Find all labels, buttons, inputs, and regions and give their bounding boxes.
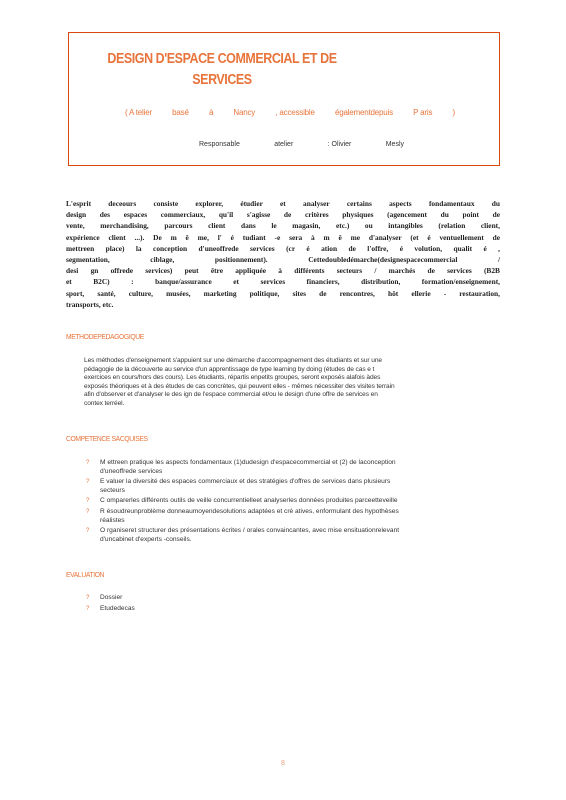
title-line-1: DESIGN D'ESPACE COMMERCIAL ET DE xyxy=(107,51,337,67)
intro-line: vente, merchandising, parcours client dans le magasin, etc.) ou intangibles (relation client, xyxy=(66,221,500,231)
subtitle-word: basé xyxy=(172,108,189,117)
methode-line: contex terréel. xyxy=(84,399,125,407)
methode-line: exposés théoriques et à des études de cas concrètes, qui peuvent elles - mêmes nécessiter des visites terrain xyxy=(84,382,395,390)
list-item-line: Etudedecas xyxy=(100,604,135,612)
intro-line: L'esprit deceours consiste explorer, étudier et analyser certains aspects fondamentaux du xyxy=(66,199,500,208)
methode-line: Les méthodes d'enseignement s'appuient sur une démarche d'accompagnement des étudiants et sur une xyxy=(84,357,382,364)
intro-line: et B2C) : banque/assurance et services financiers, distribution, formation/enseignement, xyxy=(66,277,500,287)
list-item xyxy=(84,527,504,544)
list-item-line: réalistes xyxy=(100,516,125,524)
intro-line: design des espaces commerciaux, qu'il s'agisse de critères physiques (agencement du point de xyxy=(66,210,500,220)
section-title-competences: COMPETENCE SACQUISES xyxy=(66,434,148,443)
bullet-mark: ? xyxy=(86,498,90,505)
competences-list xyxy=(84,459,504,546)
list-item-line: E valuer la diversité des espaces commerciaux et des stratégies d'offres de services dans plusieurs xyxy=(100,478,391,486)
list-item-line: R ésoudreunproblème donneaumoyendesolutions adaptées et cré atives, enformulant des hypothèses xyxy=(100,507,399,515)
list-item-line: M ettreen pratique les aspects fondamentaux (1)dudesign d'espacecommercial et (2) de laconception xyxy=(100,459,396,466)
intro-line: mettreen place) la conception d'uneoffrede services (cr é ation de l'offre, é volution, qualit é , xyxy=(66,243,500,253)
title-line-2: SERVICES xyxy=(192,72,252,88)
subtitle-word: P aris xyxy=(413,108,433,117)
document-title xyxy=(93,49,351,91)
subtitle-word: à xyxy=(208,108,214,117)
intro-line: sport, santé, culture, musées, marketing politique, sites de rencontres, hôt ellerie - restauration, xyxy=(66,288,500,298)
bullet-mark: ? xyxy=(86,528,90,535)
responsable-line xyxy=(199,141,404,148)
subtitle-word: Nancy xyxy=(233,108,256,117)
bullet-mark: ? xyxy=(86,508,90,515)
list-item-line: secteurs xyxy=(100,486,125,494)
bullet-mark: ? xyxy=(86,460,90,466)
list-item-line: d'uncabinet d'experts -conseils. xyxy=(100,535,192,543)
list-item-line: Dossier xyxy=(100,594,123,601)
list-item xyxy=(84,605,504,614)
subtitle-word: , accessible xyxy=(275,108,315,117)
responsable-word: Responsable xyxy=(199,141,240,148)
list-item-line: d'uneoffrede services xyxy=(100,467,163,475)
intro-paragraph xyxy=(66,198,500,310)
bullet-mark: ? xyxy=(86,605,90,612)
section-title-methode: METHODEPEDAGOGIQUE xyxy=(66,332,144,341)
list-item-line: O rganiseret structurer des présentations écrites / orales convaincantes, avec mise ensituationrelevant xyxy=(100,527,400,535)
subtitle-word: ) xyxy=(452,108,455,117)
intro-line: transports, etc. xyxy=(66,299,114,309)
methode-line: pédagogie de la découverte au service d'un apprentissage de type learning by doing (études de cas e t xyxy=(84,365,375,373)
intro-line: segmentation, ciblage, positionnement). Cettedoubledémarche(designespacecommercial / xyxy=(66,255,500,265)
list-item-line: C omparerles différents outils de veille concurrentielleet analyserles données produites parceetteveille xyxy=(100,497,398,505)
list-item xyxy=(84,497,504,506)
intro-line: desi gn offrede services) peut être appliquée à différents secteurs / marchés de services (B2B xyxy=(66,266,500,276)
section-title-evaluation: EVALUATION xyxy=(66,570,105,579)
list-item xyxy=(84,478,504,495)
methode-paragraph xyxy=(84,357,500,409)
subtitle-word: égalementdepuis xyxy=(334,108,393,117)
intro-line: expérience client ...). De m ê me, l' é tudiant -e sera à m ê me d'analyser (et é ventuellement de xyxy=(66,232,500,242)
subtitle-location xyxy=(125,108,455,117)
bullet-mark: ? xyxy=(86,595,90,601)
page-number: 8 xyxy=(281,760,285,767)
methode-line: exercices en cours/hors des cours). Les étudiants, répartis enpetits groupes, seront exposés alafois àdes xyxy=(84,374,381,382)
responsable-word: : Olivier xyxy=(327,141,352,148)
subtitle-word: ( A telier xyxy=(125,108,152,117)
list-item xyxy=(84,594,504,603)
list-item xyxy=(84,459,504,476)
evaluation-list xyxy=(84,594,504,615)
bullet-mark: ? xyxy=(86,479,90,486)
responsable-word: atelier xyxy=(274,141,294,148)
list-item xyxy=(84,508,504,525)
methode-line: afin d'observer et d'analyser le des ign de l'espace commercial et/ou le design d'une offre de services en xyxy=(84,391,378,399)
header-box xyxy=(68,32,500,166)
responsable-word: Mesly xyxy=(385,141,404,148)
